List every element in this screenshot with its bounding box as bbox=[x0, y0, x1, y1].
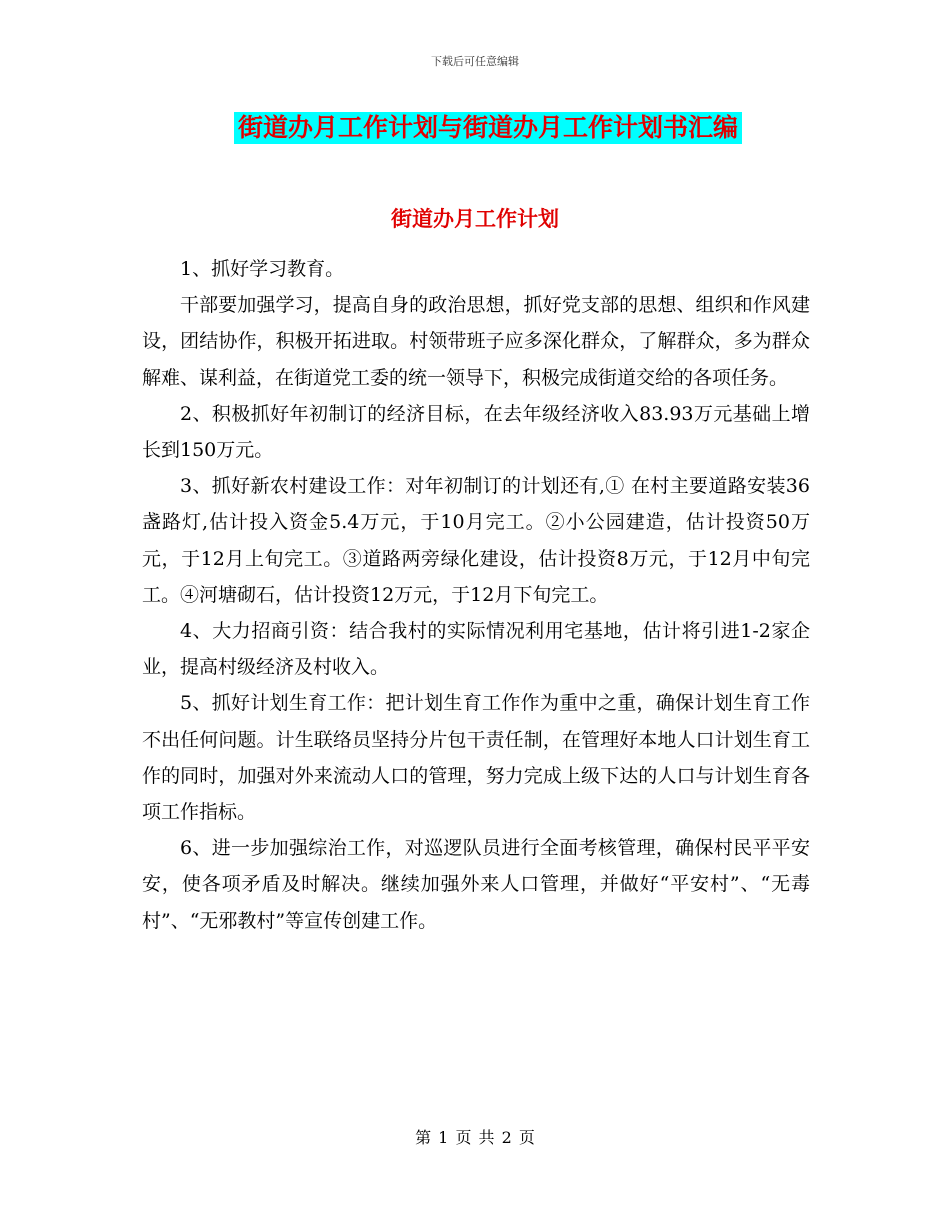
page-footer: 第 1 页 共 2 页 bbox=[415, 1128, 535, 1147]
paragraph: 1、抓好学习教育。 bbox=[180, 258, 345, 280]
paragraph: 2、积极抓好年初制订的经济目标，在去年级经济收入83.93万元基础上增长到150万元。 bbox=[142, 402, 810, 462]
paragraph: 3、抓好新农村建设工作：对年初制订的计划还有,① 在村主要道路安装36盏路灯,估计投入资金5.4万元，于10月完工。②小公园建造，估计投资50万元，于12月上旬完工。③道路两旁绿化建设，估计投资8万元，于12月中旬完工。④河塘砌石，估计投资12万元，于12月下旬完工。 bbox=[142, 475, 810, 606]
paragraph: 干部要加强学习，提高自身的政治思想，抓好党支部的思想、组织和作风建设，团结协作，积极开拓进取。村领带班子应多深化群众，了解群众，多为群众解难、谋利益，在街道党工委的统一领导下，积极完成街道交给的各项任务。 bbox=[142, 294, 810, 389]
paragraph: 6、进一步加强综治工作，对巡逻队员进行全面考核管理，确保村民平平安安，使各项矛盾及时解决。继续加强外来人口管理，并做好“平安村”、“无毒村”、“无邪教村”等宣传创建工作。 bbox=[142, 837, 810, 932]
document-body bbox=[142, 251, 810, 939]
header-note: 下载后可任意编辑 bbox=[431, 55, 519, 68]
paragraph: 5、抓好计划生育工作：把计划生育工作作为重中之重，确保计划生育工作不出任何问题。计生联络员坚持分片包干责任制，在管理好本地人口计划生育工作的同时，加强对外来流动人口的管理，努力完成上级下达的人口与计划生育各项工作指标。 bbox=[142, 692, 810, 824]
document-main-title: 街道办月工作计划与街道办月工作计划书汇编 bbox=[234, 112, 742, 144]
section-title: 街道办月工作计划 bbox=[391, 206, 559, 231]
paragraph: 4、大力招商引资：结合我村的实际情况利用宅基地，估计将引进1-2家企业，提高村级经济及村收入。 bbox=[142, 620, 810, 679]
